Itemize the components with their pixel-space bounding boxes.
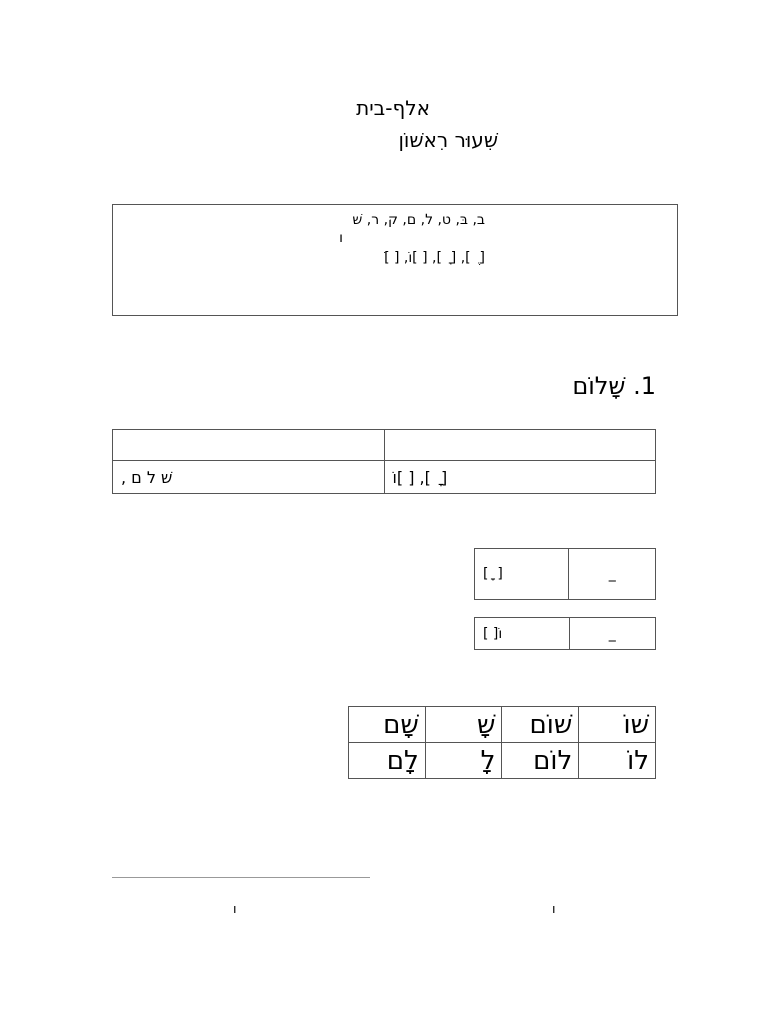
table-row bbox=[113, 430, 656, 461]
vowel-kamatz-box bbox=[474, 548, 656, 600]
table-header-cell bbox=[384, 430, 656, 461]
table-row bbox=[349, 707, 656, 743]
syllable-cell: שָׁ bbox=[425, 707, 502, 743]
footnote-mark: ו bbox=[552, 902, 556, 917]
table-row bbox=[113, 461, 656, 494]
lesson-subtitle: שִׁעוּר רִאשׁוֹן bbox=[398, 128, 498, 152]
lesson-word: שָׁלוֹם bbox=[572, 372, 626, 400]
summary-vav: ו bbox=[339, 230, 343, 246]
lesson-number: 1. bbox=[633, 372, 656, 400]
letters-summary-box bbox=[112, 204, 678, 316]
footnote-mark: ו bbox=[233, 902, 237, 917]
syllable-cell: לוֹ bbox=[579, 743, 656, 779]
syllable-cell: לוֹם bbox=[502, 743, 579, 779]
vowel-symbol: [ ָ ] bbox=[483, 566, 503, 582]
table-header-cell bbox=[113, 430, 385, 461]
syllable-cell: שׁוֹ bbox=[579, 707, 656, 743]
page-title: אלף-בית bbox=[356, 96, 430, 120]
syllable-cell: לָם bbox=[349, 743, 426, 779]
syllable-cell: שָׁם bbox=[349, 707, 426, 743]
syllable-cell: שׁוֹם bbox=[502, 707, 579, 743]
summary-vowels: [ ֶ ], [ ָ ], [ ]וֹ, [ ]ֹ bbox=[384, 250, 485, 266]
vowels-cell: [ ָ ], [ ]וֹ bbox=[384, 461, 656, 494]
letters-vowels-table bbox=[112, 429, 656, 494]
summary-letters: ב, בּ, ט, ל, ם, ק, ר, שׁ bbox=[352, 212, 485, 228]
vowel-symbol: [ ]וֹ bbox=[483, 625, 503, 642]
syllables-table bbox=[348, 706, 656, 779]
vowel-holam-box bbox=[474, 617, 656, 650]
table-row bbox=[475, 618, 656, 650]
lesson-heading bbox=[530, 370, 656, 402]
vowel-sound: _ bbox=[569, 618, 655, 650]
table-row bbox=[475, 549, 656, 600]
vowel-sound: _ bbox=[569, 549, 656, 600]
syllable-cell: לָ bbox=[425, 743, 502, 779]
table-row bbox=[349, 743, 656, 779]
footnote-divider bbox=[112, 877, 370, 878]
letters-cell: שׁ ל ם , bbox=[113, 461, 385, 494]
